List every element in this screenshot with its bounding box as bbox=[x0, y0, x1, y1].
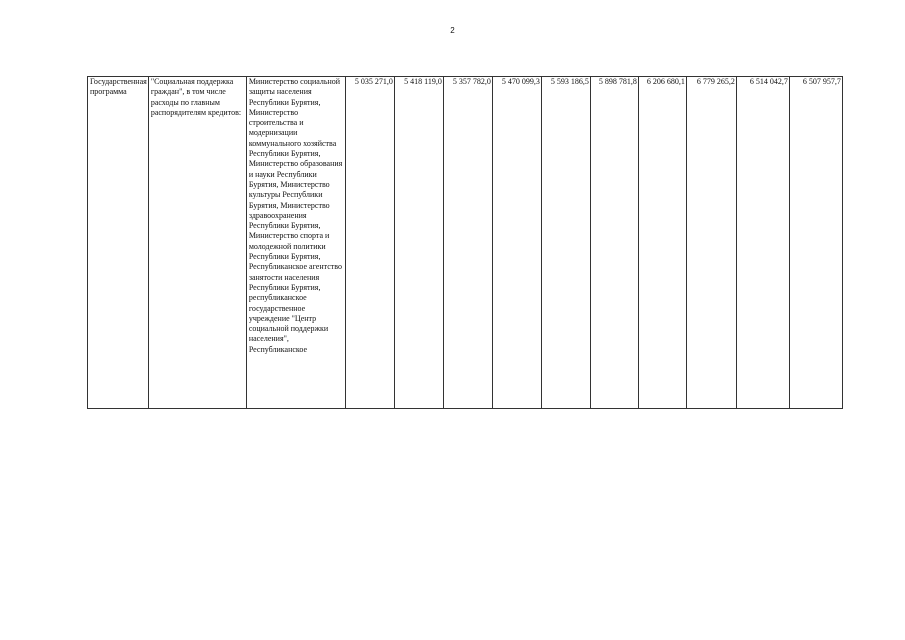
value-cell: 5 357 782,0 bbox=[443, 77, 492, 409]
budget-table bbox=[87, 76, 843, 409]
executors-text: Министерство социальной защиты населения Республики Бурятия, Министерство строительства и модернизации коммунального хозяйства Республики Бурятия, Министерство образования и науки Республики Бурятия, Министерство культуры Республики Бурятия, Министерство здравоохранения Республики Бурятия, Министерство спорта и молодежной политики Республики Бурятия, Республиканское агентство занятости населения Республики Бурятия, республиканское государственное учреждение "Центр социальной поддержки населения", Республиканское bbox=[248, 77, 343, 354]
status-text: Государственная программа bbox=[90, 77, 147, 97]
value-cell: 6 779 265,2 bbox=[686, 77, 736, 409]
value-cell: 6 507 957,7 bbox=[789, 77, 842, 409]
program-name-cell bbox=[148, 77, 246, 409]
program-name-text: "Социальная поддержка граждан", в том числе расходы по главным распорядителям кредитов: bbox=[150, 77, 242, 117]
value-cell: 6 206 680,1 bbox=[638, 77, 686, 409]
executors-cell bbox=[246, 77, 345, 409]
value-cell: 6 514 042,7 bbox=[736, 77, 789, 409]
value-cell: 5 035 271,0 bbox=[345, 77, 394, 409]
status-cell bbox=[88, 77, 149, 409]
page-number: 2 bbox=[450, 26, 455, 35]
table-row bbox=[88, 77, 843, 409]
value-cell: 5 418 119,0 bbox=[394, 77, 443, 409]
value-cell: 5 593 186,5 bbox=[541, 77, 590, 409]
value-cell: 5 898 781,8 bbox=[590, 77, 638, 409]
value-cell: 5 470 099,3 bbox=[492, 77, 541, 409]
